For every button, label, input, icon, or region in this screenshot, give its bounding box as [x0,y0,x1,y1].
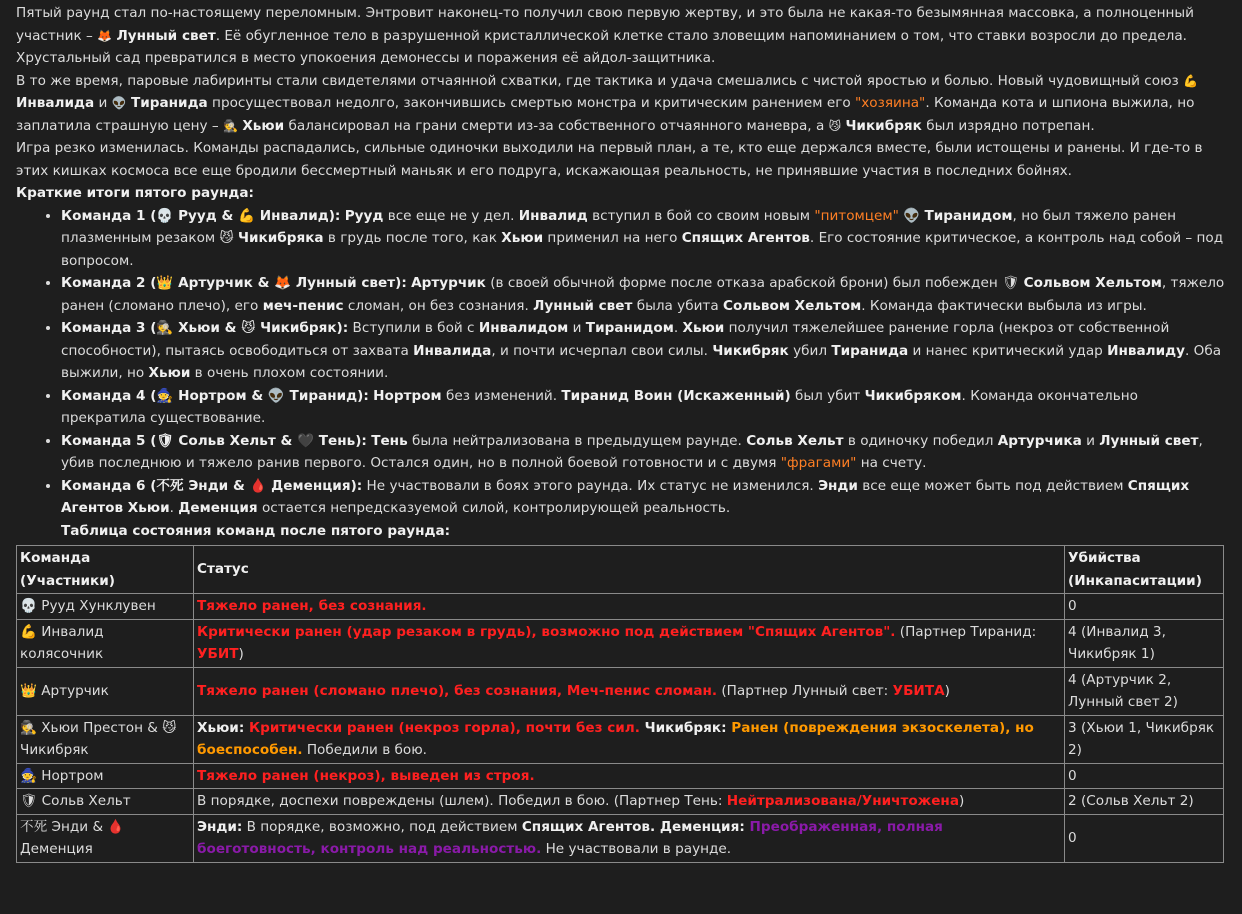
text: , убив последнюю и тяжело ранив первого. Остался один, но в полной боевой готовности и с двумя [61,432,1203,471]
team-heading: Команда 5 (🛡 Сольв Хельт & 🖤 Тень): [61,432,367,449]
status-cell [194,789,1065,815]
bold-text: Чикибряком [864,387,962,404]
bold-text: Деменция [178,500,258,516]
text: , но был тяжело ранен плазменным резаком 😼 [61,207,1176,246]
text: была убита [632,297,724,314]
text: . Команда кота и шпиона выжила, но заплатила страшную цену – [16,95,1195,134]
text: в одиночку победил [843,432,998,449]
team-status-table [16,545,1224,863]
status-critical: Тяжело ранен, без сознания. [197,598,427,614]
table-row [17,789,1224,815]
text: , тяжело ранен (сломано плечо), его [61,275,1225,314]
team-heading: Команда 4 (🧙 Нортром & 👽 Тиранид): [61,387,369,404]
text: все еще не у дел. [383,207,519,224]
kills-cell: 2 (Сольв Хельт 2) [1065,789,1224,815]
team-cell: 🕵 Хьюи Престон & 😼 Чикибряк [17,715,194,763]
spy-icon: 🕵 [223,118,238,133]
bold-text: Инвалида [413,342,492,359]
text: Не участвовали в боях этого раунда. Их статус не изменился. [362,477,819,494]
bold-text: Артурчик [411,275,486,291]
status-cell [194,715,1065,763]
bold-text: меч-пенис [262,297,344,314]
list-item-team-2 [61,272,1226,317]
text: . [673,320,683,336]
kills-cell: 4 (Артурчик 2, Лунный свет 2) [1065,667,1224,715]
text: . Команда фактически выбыла из игры. [861,297,1147,314]
table-row [17,619,1224,667]
team-heading: Команда 6 (不死 Энди & 🩸 Деменция): [61,477,363,494]
highlight-pet: "питомцем" [814,207,899,224]
bold-text: Спящих Агентов. [521,818,656,835]
table-title [61,520,1226,543]
text: , и почти исчерпал свои силы. [491,342,713,359]
bold-text: Сольвом Хельтом [1023,275,1162,291]
status-critical: Критически ранен (удар резаком в грудь), возможно под действием "Спящих Агентов". [197,623,896,640]
status-critical: УБИТ [197,646,239,662]
column-header-team: Команда (Участники) [17,546,194,594]
bold-text: Инвалид [518,207,588,224]
team-cell: 💀 Рууд Хунклувен [17,594,194,620]
bold-text: Энди: [197,818,243,835]
highlight-frags: "фрагами" [780,455,857,471]
text: была нейтрализована в предыдущем раунде. [407,432,747,449]
kills-cell: 0 [1065,594,1224,620]
text: в грудь после того, как [323,230,502,246]
list-item-team-4 [61,385,1226,430]
text: просуществовал недолго, закончившись смертью монстра и критическим ранением его [207,95,855,111]
text: в очень плохом состоянии. [190,365,389,381]
bold-text: Рууд [344,207,384,224]
muscle-icon: 💪 [1183,73,1199,88]
status-critical: Критически ранен (некроз горла), почти без сил. [244,719,640,736]
status-critical: Тяжело ранен (некроз), выведен из строя. [197,767,535,784]
bold-text: Инвалидом [478,320,569,336]
text: ) [944,682,950,699]
bold-text: Хьюи [501,230,544,246]
bold-text: Чикибряка [237,230,324,246]
bold-text: Сольв Хельт [746,432,844,449]
bold-text: Тень [371,432,408,449]
kills-cell: 3 (Хьюи 1, Чикибряк 2) [1065,715,1224,763]
text: Пятый раунд стал по-настоящему переломным. Энтровит наконец-то получил свою первую жертву, и это была не какая-то безымянная массовка, а полноценный участник – [16,5,1194,44]
text: В порядке, доспехи повреждены (шлем). Победил в бою. (Партнер Тень: [197,793,727,809]
team-heading: Команда 1 (💀 Рууд & 💪 Инвалид): [61,207,341,224]
name-tiranid: Тиранида [130,95,208,111]
text: ) [238,646,244,662]
kills-cell: 0 [1065,763,1224,789]
text: В то же время, паровые лабиринты стали свидетелями отчаянной схватки, где тактика и удача смешались с чистой яростью и болью. Новый чудовищный союз [16,72,1184,89]
table-row [17,715,1224,763]
bold-text: Тиранидом [924,207,1013,224]
team-summary-list [16,205,1226,520]
text: и [1081,432,1100,449]
text: (Партнер Лунный свет: [717,682,893,699]
team-cell: 🛡 Сольв Хельт [17,789,194,815]
table-row [17,594,1224,620]
name-hewey: Хьюи [242,117,285,134]
summary-title [16,182,1226,205]
kills-cell: 0 [1065,814,1224,862]
status-cell [194,814,1065,862]
status-critical: УБИТА [892,682,945,699]
text: и [568,320,586,336]
text: все еще может быть под действием [857,477,1128,494]
column-header-kills: Убийства (Инкапаситации) [1065,546,1224,594]
text: и нанес критический удар [908,342,1108,359]
table-header-row [17,546,1224,594]
text: ) [959,793,965,809]
bold-text: Хьюи: [197,719,245,736]
team-cell: 不死 Энди & 🩸 Деменция [17,814,194,862]
text: убил [788,342,832,359]
team-cell: 💪 Инвалид колясочник [17,619,194,667]
bold-text: Тиранид Воин (Искаженный) [561,387,791,404]
fox-icon: 🦊 [97,28,113,43]
bold-text: Артурчика [997,432,1082,449]
alien-icon: 👽 [111,96,127,110]
team-heading: Команда 2 (👑 Артурчик & 🦊 Лунный свет): [61,275,407,291]
bold-text: Хьюи [148,365,191,381]
bold-text: Спящих Агентов Хьюи [61,477,1190,516]
summary-title-text: Краткие итоги пятого раунда: [16,185,254,201]
bold-text: Чикибряк: [639,719,727,736]
game-changed-paragraph: Игра резко изменилась. Команды распадались, сильные одиночки выходили на первый план, а те, кто еще держался вместе, были истощены и ранены. И где-то в этих кишках космоса все еще бродили бессмертный маньяк и его подруга, искажающая реальность, не принявшие участия в последних бойнях. [16,140,1203,179]
list-item-team-1 [61,205,1226,273]
text: и [94,95,112,111]
team-heading: Команда 3 (🕵 Хьюи & 😼 Чикибряк): [61,320,349,336]
table-row [17,667,1224,715]
text: применил на него [543,230,682,246]
name-moonlight: Лунный свет [116,27,216,44]
text: получил тяжелейшее ранение горла (некроз от собственной способности), пытаясь освободиться от захвата [61,320,1170,359]
text: (в своей обычной форме после отказа арабской брони) был побежден 🛡 [485,275,1024,291]
text: (Партнер Тиранид: [895,623,1037,640]
bold-text: Чикибряк [712,342,789,359]
text: Вступили в бой с [348,320,479,336]
bold-text: Деменция: [655,818,745,835]
status-cell [194,667,1065,715]
bold-text: Спящих Агентов [681,230,810,246]
text: . Команда окончательно прекратила существование. [61,387,1138,426]
text: был изрядно потрепан. [921,117,1095,134]
text: остается непредсказуемой силой, контролирующей реальность. [257,500,731,516]
text: сломан, он без сознания. [343,297,534,314]
table-row [17,763,1224,789]
bold-text: Тиранида [831,342,909,359]
table-row [17,814,1224,862]
column-header-status: Статус [194,546,1065,594]
status-transformed: Преображенная, полная боеготовность, контроль над реальностью. [197,818,943,857]
text: . Оба выжили, но [61,342,1222,381]
text: Победили в бою. [302,742,427,758]
labyrinth-paragraph [16,70,1226,138]
text: без изменений. [441,387,562,404]
status-wounded: Ранен (повреждения экзоскелета), но боеспособен. [197,719,1034,758]
highlight-host: "хозяина" [854,95,926,111]
text: . [169,500,179,516]
status-cell [194,594,1065,620]
text: В порядке, возможно, под действием [242,818,522,835]
kills-cell: 4 (Инвалид 3, Чикибряк 1) [1065,619,1224,667]
bold-text: Инвалиду [1107,342,1185,359]
text: Не участвовали в раунде. [541,841,732,857]
text: на счету. [856,455,927,471]
list-item-team-5 [61,430,1226,475]
text: балансировал на грани смерти из-за собственного отчаянного маневра, а [284,117,829,134]
status-critical: Нейтрализована/Уничтожена [726,793,959,809]
name-chikibryak: Чикибряк [845,117,922,134]
bold-text: Хьюи [682,320,725,336]
text: вступил в бой со своим новым [587,207,815,224]
team-cell: 🧙 Нортром [17,763,194,789]
bold-text: Лунный свет [1099,432,1199,449]
bold-text: Тиранидом [585,320,674,336]
text: . Её обугленное тело в разрушенной кристаллической клетке стало зловещим напоминанием о том, что ставки возросли до предела. Хрустальный сад превратился в место упокоения демонессы и поражения её айдол-защитника. [16,27,1187,66]
cat-icon: 😼 [828,118,842,133]
list-item-team-3 [61,317,1226,385]
table-title-text: Таблица состояния команд после пятого раунда: [61,522,451,539]
bold-text: Сольвом Хельтом [723,297,862,314]
bold-text: Нортром [373,387,442,404]
text: был убит [790,387,865,404]
status-critical: Тяжело ранен (сломано плечо), без сознания, Меч-пенис сломан. [197,682,718,699]
text: . Его состояние критическое, а контроль над собой – под вопросом. [61,230,1224,269]
text: 👽 [898,207,925,224]
intro-paragraph [16,2,1226,70]
status-cell [194,763,1065,789]
list-item-team-6 [61,475,1226,520]
bold-text: Лунный свет [533,297,633,314]
name-invalid: Инвалида [16,95,95,111]
status-cell [194,619,1065,667]
bold-text: Энди [818,477,858,494]
team-cell: 👑 Артурчик [17,667,194,715]
